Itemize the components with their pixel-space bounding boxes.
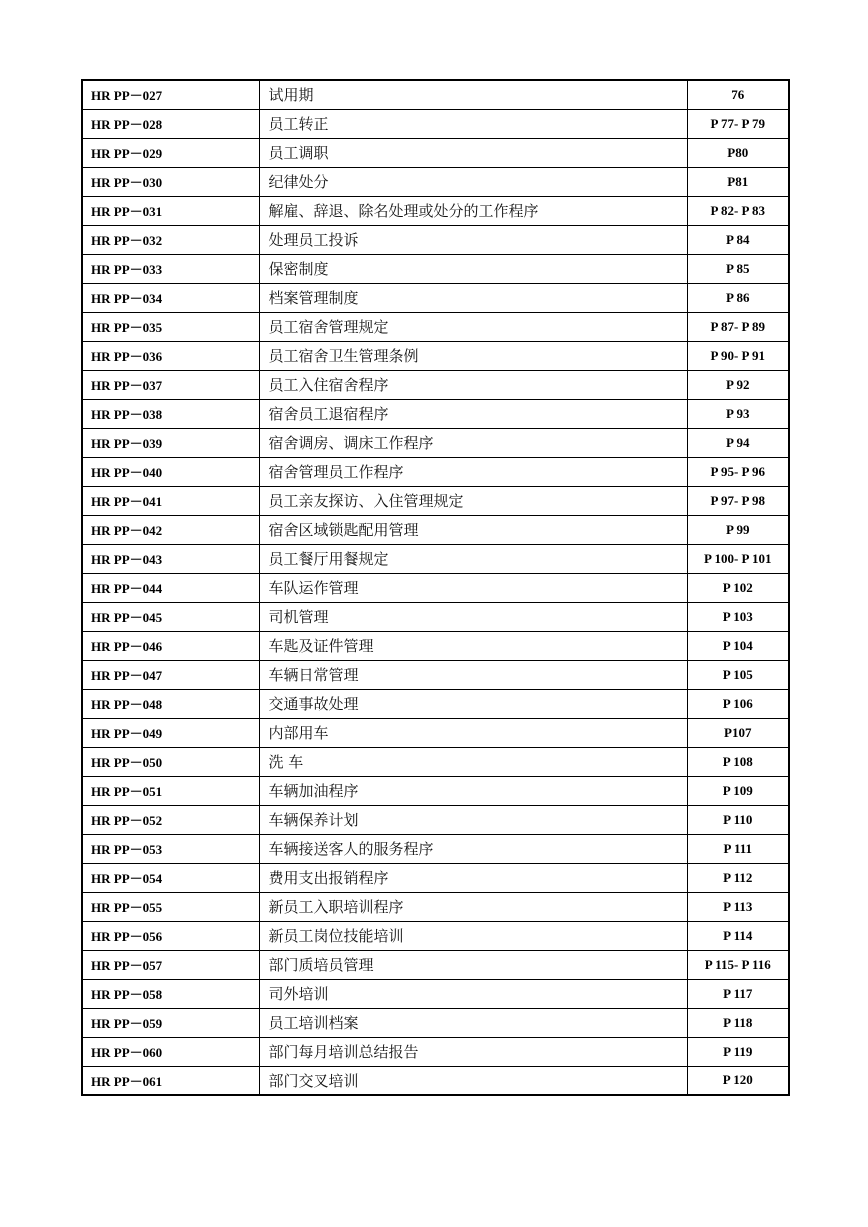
procedure-code: HR PP－058 [82,979,259,1008]
procedure-title: 车辆保养计划 [259,805,687,834]
procedure-code: HR PP－057 [82,950,259,979]
page-reference: P80 [687,138,789,167]
page-reference: P 95- P 96 [687,457,789,486]
procedure-title: 员工餐厅用餐规定 [259,544,687,573]
contents-table [81,79,790,1096]
page-reference: P 115- P 116 [687,950,789,979]
procedure-title: 洗 车 [259,747,687,776]
procedure-title: 车匙及证件管理 [259,631,687,660]
procedure-code: HR PP－035 [82,312,259,341]
page-reference: P107 [687,718,789,747]
procedure-title: 档案管理制度 [259,283,687,312]
procedure-title: 宿舍管理员工作程序 [259,457,687,486]
page-reference: P 110 [687,805,789,834]
procedure-code: HR PP－056 [82,921,259,950]
procedure-title: 员工宿舍卫生管理条例 [259,341,687,370]
procedure-code: HR PP－046 [82,631,259,660]
table-row [82,138,789,167]
table-row [82,428,789,457]
page-reference: P 84 [687,225,789,254]
table-row [82,950,789,979]
table-row [82,399,789,428]
table-row [82,1037,789,1066]
page-reference: P 87- P 89 [687,312,789,341]
procedure-title: 新员工入职培训程序 [259,892,687,921]
page-reference: P 94 [687,428,789,457]
table-row [82,631,789,660]
table-row [82,834,789,863]
page-reference: P 108 [687,747,789,776]
procedure-code: HR PP－045 [82,602,259,631]
page-reference: P 106 [687,689,789,718]
procedure-code: HR PP－049 [82,718,259,747]
procedure-title: 保密制度 [259,254,687,283]
page-reference: P 103 [687,602,789,631]
procedure-title: 员工培训档案 [259,1008,687,1037]
table-row [82,660,789,689]
procedure-title: 处理员工投诉 [259,225,687,254]
page-reference: P 77- P 79 [687,109,789,138]
procedure-title: 部门交叉培训 [259,1066,687,1095]
procedure-title: 员工亲友探访、入住管理规定 [259,486,687,515]
table-row [82,196,789,225]
table-row [82,863,789,892]
procedure-title: 新员工岗位技能培训 [259,921,687,950]
procedure-title: 车队运作管理 [259,573,687,602]
page-reference: P81 [687,167,789,196]
page-reference: P 105 [687,660,789,689]
page-reference: P 113 [687,892,789,921]
procedure-code: HR PP－029 [82,138,259,167]
table-row [82,602,789,631]
table-row [82,573,789,602]
page-reference: P 82- P 83 [687,196,789,225]
procedure-code: HR PP－053 [82,834,259,863]
procedure-title: 内部用车 [259,718,687,747]
page-reference: P 114 [687,921,789,950]
procedure-code: HR PP－036 [82,341,259,370]
page-reference: P 120 [687,1066,789,1095]
procedure-title: 费用支出报销程序 [259,863,687,892]
page-reference: P 111 [687,834,789,863]
table-row [82,457,789,486]
page-reference: P 104 [687,631,789,660]
procedure-title: 员工宿舍管理规定 [259,312,687,341]
procedure-code: HR PP－037 [82,370,259,399]
page-reference: P 119 [687,1037,789,1066]
page-reference: P 109 [687,776,789,805]
procedure-code: HR PP－043 [82,544,259,573]
procedure-code: HR PP－048 [82,689,259,718]
page-reference: P 86 [687,283,789,312]
procedure-code: HR PP－034 [82,283,259,312]
procedure-code: HR PP－039 [82,428,259,457]
page-reference: P 118 [687,1008,789,1037]
table-row [82,167,789,196]
procedure-title: 员工调职 [259,138,687,167]
table-row [82,370,789,399]
table-row [82,225,789,254]
table-row [82,254,789,283]
procedure-title: 员工入住宿舍程序 [259,370,687,399]
table-row [82,283,789,312]
table-row [82,776,789,805]
procedure-title: 车辆日常管理 [259,660,687,689]
procedure-code: HR PP－042 [82,515,259,544]
page-reference: P 99 [687,515,789,544]
procedure-code: HR PP－041 [82,486,259,515]
table-row [82,515,789,544]
table-row [82,109,789,138]
contents-table-body [82,80,789,1095]
procedure-code: HR PP－040 [82,457,259,486]
procedure-title: 部门质培员管理 [259,950,687,979]
procedure-code: HR PP－061 [82,1066,259,1095]
page-reference: P 85 [687,254,789,283]
procedure-title: 宿舍区域锁匙配用管理 [259,515,687,544]
procedure-code: HR PP－030 [82,167,259,196]
table-row [82,892,789,921]
procedure-code: HR PP－038 [82,399,259,428]
procedure-title: 员工转正 [259,109,687,138]
page-reference: P 102 [687,573,789,602]
page-reference: P 93 [687,399,789,428]
table-row [82,544,789,573]
table-row [82,486,789,515]
procedure-code: HR PP－044 [82,573,259,602]
table-row [82,921,789,950]
procedure-title: 宿舍调房、调床工作程序 [259,428,687,457]
procedure-code: HR PP－031 [82,196,259,225]
procedure-code: HR PP－051 [82,776,259,805]
procedure-code: HR PP－033 [82,254,259,283]
procedure-code: HR PP－055 [82,892,259,921]
page-reference: P 100- P 101 [687,544,789,573]
page-reference: P 112 [687,863,789,892]
table-row [82,718,789,747]
page-reference: P 97- P 98 [687,486,789,515]
procedure-title: 纪律处分 [259,167,687,196]
procedure-title: 司机管理 [259,602,687,631]
procedure-title: 司外培训 [259,979,687,1008]
procedure-title: 交通事故处理 [259,689,687,718]
procedure-code: HR PP－032 [82,225,259,254]
procedure-code: HR PP－047 [82,660,259,689]
table-row [82,805,789,834]
procedure-code: HR PP－054 [82,863,259,892]
procedure-title: 车辆加油程序 [259,776,687,805]
procedure-code: HR PP－059 [82,1008,259,1037]
table-row [82,747,789,776]
page-reference: P 92 [687,370,789,399]
table-row [82,312,789,341]
procedure-title: 车辆接送客人的服务程序 [259,834,687,863]
table-row [82,1008,789,1037]
table-row [82,341,789,370]
procedure-title: 部门每月培训总结报告 [259,1037,687,1066]
procedure-code: HR PP－052 [82,805,259,834]
table-row [82,80,789,109]
table-row [82,979,789,1008]
page-reference: P 117 [687,979,789,1008]
page-reference: P 90- P 91 [687,341,789,370]
table-row [82,689,789,718]
procedure-code: HR PP－050 [82,747,259,776]
procedure-code: HR PP－028 [82,109,259,138]
procedure-code: HR PP－027 [82,80,259,109]
procedure-code: HR PP－060 [82,1037,259,1066]
procedure-title: 解雇、辞退、除名处理或处分的工作程序 [259,196,687,225]
procedure-title: 宿舍员工退宿程序 [259,399,687,428]
procedure-title: 试用期 [259,80,687,109]
page-reference: 76 [687,80,789,109]
table-row [82,1066,789,1095]
